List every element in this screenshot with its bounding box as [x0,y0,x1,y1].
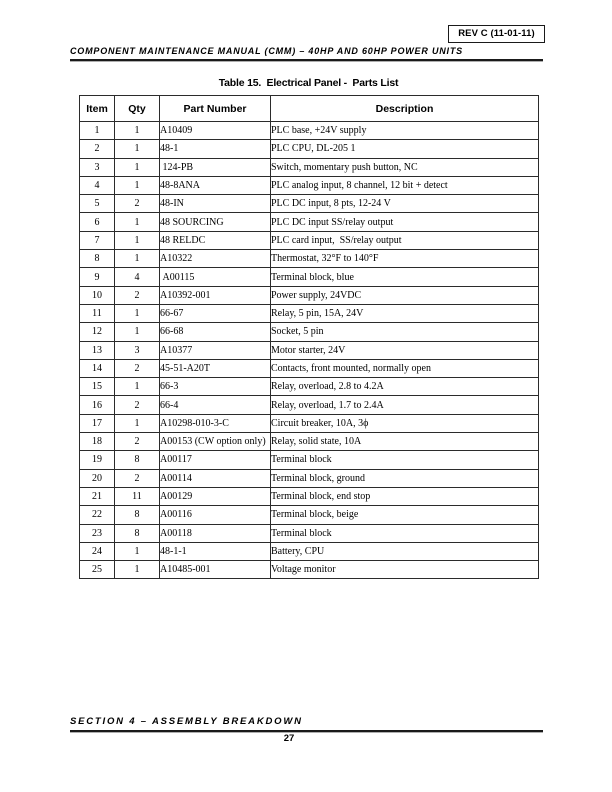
cell-description: Thermostat, 32°F to 140°F [271,250,539,268]
cell-part-number: A00118 [160,524,271,542]
cell-description: PLC card input, SS/relay output [271,231,539,249]
table-row [80,122,539,140]
cell-item: 17 [80,414,115,432]
cell-qty: 1 [115,378,160,396]
cell-description: PLC DC input SS/relay output [271,213,539,231]
page-number: 27 [283,733,295,744]
cell-qty: 2 [115,195,160,213]
table-title: Table 15. Electrical Panel - Parts List [218,77,399,89]
table-row [80,213,539,231]
cell-item: 14 [80,359,115,377]
cell-description: Switch, momentary push button, NC [271,158,539,176]
cell-description: Terminal block [271,451,539,469]
cell-item: 25 [80,561,115,579]
table-row [80,378,539,396]
table-row [80,524,539,542]
cell-item: 19 [80,451,115,469]
running-header: COMPONENT MAINTENANCE MANUAL (CMM) – 40HP AND 60HP POWER UNITS [70,46,543,61]
cell-part-number: A10409 [160,122,271,140]
cell-qty: 1 [115,140,160,158]
table-row [80,158,539,176]
table-row [80,451,539,469]
cell-item: 8 [80,250,115,268]
cell-part-number: 48 RELDC [160,231,271,249]
cell-description: Terminal block, end stop [271,487,539,505]
revision-badge: REV C (11-01-11) [448,25,545,43]
cell-item: 20 [80,469,115,487]
cell-item: 16 [80,396,115,414]
table-row [80,140,539,158]
cell-description: Voltage monitor [271,561,539,579]
cell-description: PLC CPU, DL-205 1 [271,140,539,158]
table-row [80,469,539,487]
cell-qty: 4 [115,268,160,286]
cell-part-number: 124-PB [160,158,271,176]
cell-description: Battery, CPU [271,542,539,560]
cell-description: Terminal block, beige [271,506,539,524]
cell-qty: 1 [115,561,160,579]
cell-part-number: A10485-001 [160,561,271,579]
cell-part-number: A00153 (CW option only) [160,433,271,451]
cell-part-number: 45-51-A20T [160,359,271,377]
cell-description: PLC base, +24V supply [271,122,539,140]
cell-qty: 8 [115,506,160,524]
cell-item: 2 [80,140,115,158]
cell-item: 22 [80,506,115,524]
cell-part-number: 66-4 [160,396,271,414]
cell-part-number: A00115 [160,268,271,286]
table-row [80,487,539,505]
table-row [80,414,539,432]
column-header-qty: Qty [115,96,160,122]
table-row [80,561,539,579]
cell-description: Terminal block [271,524,539,542]
cell-item: 23 [80,524,115,542]
cell-qty: 1 [115,304,160,322]
cell-part-number: 48 SOURCING [160,213,271,231]
cell-description: Power supply, 24VDC [271,286,539,304]
table-header-row [80,96,539,122]
cell-qty: 1 [115,231,160,249]
cell-part-number: 48-8ANA [160,176,271,194]
cell-description: Motor starter, 24V [271,341,539,359]
cell-item: 10 [80,286,115,304]
column-header-item: Item [80,96,115,122]
table-row [80,304,539,322]
table-row [80,359,539,377]
cell-part-number: 66-3 [160,378,271,396]
cell-item: 4 [80,176,115,194]
cell-item: 24 [80,542,115,560]
cell-part-number: A00116 [160,506,271,524]
cell-item: 18 [80,433,115,451]
parts-table [79,95,539,579]
cell-item: 9 [80,268,115,286]
parts-table-body [80,122,539,579]
cell-qty: 1 [115,176,160,194]
cell-description: Relay, overload, 2.8 to 4.2A [271,378,539,396]
cell-qty: 1 [115,323,160,341]
cell-part-number: A10392-001 [160,286,271,304]
cell-part-number: 48-IN [160,195,271,213]
cell-item: 12 [80,323,115,341]
cell-qty: 1 [115,414,160,432]
table-row [80,231,539,249]
cell-qty: 2 [115,433,160,451]
table-row [80,542,539,560]
table-row [80,323,539,341]
cell-description: Terminal block, blue [271,268,539,286]
cell-item: 11 [80,304,115,322]
table-row [80,506,539,524]
cell-description: Socket, 5 pin [271,323,539,341]
cell-part-number: A10377 [160,341,271,359]
table-row [80,396,539,414]
cell-description: Contacts, front mounted, normally open [271,359,539,377]
cell-part-number: 66-68 [160,323,271,341]
cell-qty: 1 [115,250,160,268]
cell-part-number: 48-1 [160,140,271,158]
table-row [80,433,539,451]
cell-qty: 2 [115,469,160,487]
cell-qty: 2 [115,396,160,414]
column-header-description: Description [271,96,539,122]
table-row [80,268,539,286]
table-row [80,176,539,194]
cell-part-number: 48-1-1 [160,542,271,560]
cell-description: Circuit breaker, 10A, 3ϕ [271,414,539,432]
column-header-part-number: Part Number [160,96,271,122]
cell-qty: 1 [115,213,160,231]
table-row [80,195,539,213]
cell-description: Relay, solid state, 10A [271,433,539,451]
cell-qty: 1 [115,122,160,140]
cell-item: 7 [80,231,115,249]
cell-description: PLC analog input, 8 channel, 12 bit + detect [271,176,539,194]
cell-part-number: A10322 [160,250,271,268]
cell-qty: 11 [115,487,160,505]
cell-item: 21 [80,487,115,505]
table-row [80,286,539,304]
running-footer: SECTION 4 – ASSEMBLY BREAKDOWN [70,716,543,732]
cell-qty: 2 [115,359,160,377]
cell-qty: 8 [115,524,160,542]
cell-item: 6 [80,213,115,231]
table-row [80,341,539,359]
cell-description: PLC DC input, 8 pts, 12-24 V [271,195,539,213]
cell-part-number: A00117 [160,451,271,469]
cell-part-number: 66-67 [160,304,271,322]
cell-qty: 1 [115,542,160,560]
cell-qty: 8 [115,451,160,469]
cell-item: 15 [80,378,115,396]
cell-qty: 3 [115,341,160,359]
cell-item: 3 [80,158,115,176]
cell-part-number: A00114 [160,469,271,487]
cell-item: 5 [80,195,115,213]
cell-item: 13 [80,341,115,359]
cell-part-number: A10298-010-3-C [160,414,271,432]
cell-description: Terminal block, ground [271,469,539,487]
cell-part-number: A00129 [160,487,271,505]
table-row [80,250,539,268]
cell-description: Relay, overload, 1.7 to 2.4A [271,396,539,414]
cell-description: Relay, 5 pin, 15A, 24V [271,304,539,322]
cell-qty: 2 [115,286,160,304]
cell-qty: 1 [115,158,160,176]
cell-item: 1 [80,122,115,140]
